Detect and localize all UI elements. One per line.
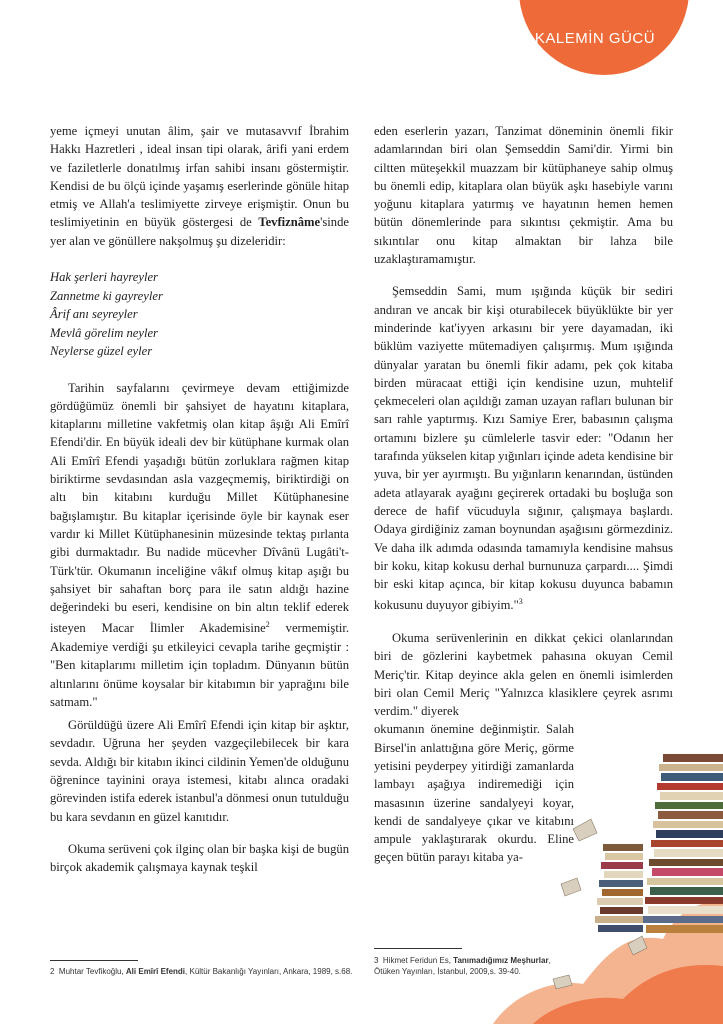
paragraph: Okuma serüvenlerinin en dikkat çekici olanlarından biri de gözlerini kaybetmek pahasına okuyan Cemil Meriç'tir. Kitap deyince akla gelen en önemli isimlerden biri olan Cemil Meriç "Yalnızca klasiklere çeyrek asrımı verdim." diyerek [374,630,673,719]
book-stack-illustration [463,694,723,1024]
book-stack-icon [595,754,723,933]
footnote-ref: 2 [265,620,270,630]
poem-line: Ârif anı seyreyler [50,307,138,322]
paragraph: Tarihin sayfalarını çevirmeye devam ettiğimizde gördüğümüz önemli bir şahsiyet de hayatını kitaplara, kitaplarını milletine vakfetmiş olan kitap âşığı Ali Emîrî Efendi'dir. En büyük ideali dev bir kütüphane kurmak olan Ali Emîrî Efendi yaşadığı bütün zorluklara rağmen kitap biriktirme sevdasından asla vazgeçmemiş, biriktirdiği on altı bin kitabını kurduğu Millet Kütüphanesine bağışlamıştır. Bu kitaplar içerisinde öyle bir kaynak eser vardır ki Millet Kütüphanesinin müzesinde tektaş pırlanta gibi durmaktadır. Bu nadide mücevher Dîvânü Lugâti't-Türk'tür. Okumanın inceliğine vâkıf olmuş kitap aşığı bu şahsiyet bir sahaftan borç para ile satın aldığı hazine değerindeki bu eseri, kendisine on bin altın teklif ederek isteyen Macar İlimler Akademisine$^2$ vermemiştir. Akademiye verdiği şu etkileyici cevapla tarihe geçmiştir : "Ben kitaplarımı milletim için topladım. Dünyanın bütün altınlarını önüme koysalar bir kitabımın bir yaprağını bile satmam." [50,380,349,709]
poem-line: Zannetme ki gayreyler [50,288,163,303]
section-title: KALEMİN GÜCÜ [534,30,656,47]
poem-line: Hak şerleri hayreyler [50,270,158,285]
footnote-3: 3 Hikmet Feridun Es, Tanımadığımız Meşhurlar, Ötüken Yayınları, İstanbul, 2009,s. 39-40. [374,956,551,976]
paragraph: yeme içmeyi unutan âlim, şair ve mutasavvıf İbrahim Hakkı Hazretleri , ideal insan tipi olarak, ârifi yani erdem ve faziletlerle donatılmış irfan sahibi insanı göstermiştir. Kendisi de bu ölçü içinde yaşamış eserlerinde gönüle hitap etmiş ve Allah'a teslimiyette zirveye erişmiştir. Onun bu teslimiyetinin en büyük göstergesi de Tevfiznâme'sinde yer alan ve gönüllere nakşolmuş şu dizeleridir: [50,124,349,248]
footnote-ref: 3 [518,597,523,607]
paragraph-wrap: okumanın önemine değinmiştir. Salah Birsel'in anlattığına göre Meriç, görme yetisini peyderpey yitirdiği zamanlarda lambayı aşağıya indiremediği için masasının üzerine sandalyeyi koyar, kendi de sandalyeye çıkar ve kitabını ampule yaklaştırarak okurdu. Eline geçen bütün parayı kitaba ya- [374,722,574,865]
page-number: 71 [686,51,702,67]
paragraph: Görüldüğü üzere Ali Emîrî Efendi için kitap bir aşktır, sevdadır. Uğruna her şeyden vazgeçilebilecek bir kara sevda. Aldığı bir kitabın ikinci cildinin Yemen'de olduğunu öğrenince tayinini oraya istemesi, kitabı alınca oradaki görevinden istifa ederek istanbul'a dönmesi onun tutulduğu bu kara sevdanın en güzel kanıtıdır. [50,718,349,824]
footnote-2: 2 Muhtar Tevfikoğlu, Ali Emîrî Efendi, Kültür Bakanlığı Yayınları, Ankara, 1989, s.68. [50,967,353,976]
poem-line: Mevlâ görelim neyler [50,325,158,340]
poem-line: Neylerse güzel eyler [50,344,153,359]
left-column [50,122,349,876]
paragraph: Okuma serüveni çok ilginç olan bir başka kişi de bugün birçok akademik çalışmaya kaynak teşkil [50,841,349,875]
book-title: Tevfiznâme [258,215,321,230]
paragraph: Şemseddin Sami, mum ışığında küçük bir sediri andıran ve ancak bir kişi oturabilecek büyüklükte bir yer minderinde kat'iyyen arkasını bir yere dayamadan, iki büklüm vaziyette mütemadiyen çalışırmış. Mum ışığında dünyalar yaratan bu önemli fikir adamı, pek çok kitaba birden müracaat ettiği için kendisine uzun, muhtelif çekmeceleri olan açıldığı zaman uzayan rafları bulunan bir sarı rahle yaptırmış. Kızı Samiye Erer, babasının çalışma ortamını bizlere şu cümlelerle tasvir eder: "Odanın her tarafında yükselen kitap yığınları içinde adeta kendisine bir yuva, bir yer ayırmıştı. Bu yığınların kenarından, üstünden adeta atlayarak ayağını geçirerek ortadaki bu boşluğa son derece de hafif vücuduyla sığınır, çalışmaya başlardı. Odaya girdiğiniz zaman boynundan aşağısını görmezdiniz. Ve daha ilk adımda odasında tamamıyla kendisine mahsus bir koku, kitap kokusu derhal burnunuza çarpardı.... Şimdi bir eski kitap açınca, bir kitap kokusu duyunca babamın kokusunu duyuyor gibiyim."$^3$ [374,284,673,613]
footnote-rule [374,948,462,949]
paragraph: eden eserlerin yazarı, Tanzimat döneminin önemli fikir adamlarından biri olan Şemseddin Sami'dir. Yirmi bin ciltten müteşekkil muazzam bir kütüphaneye sahip olmuş bu önemli edip, kitaplara olan büyük aşkı hasebiyle varını yoğunu kitaplara yatırmış ve hayatının hemen hemen bütün dönemlerinde para sıkıntısı çekmiştir. Ama bu sıkıntılar onu kitap almaktan bir lahza bile uzaklaştıramamıştır. [374,124,673,267]
footnote-rule [50,960,138,961]
poem [50,268,349,361]
